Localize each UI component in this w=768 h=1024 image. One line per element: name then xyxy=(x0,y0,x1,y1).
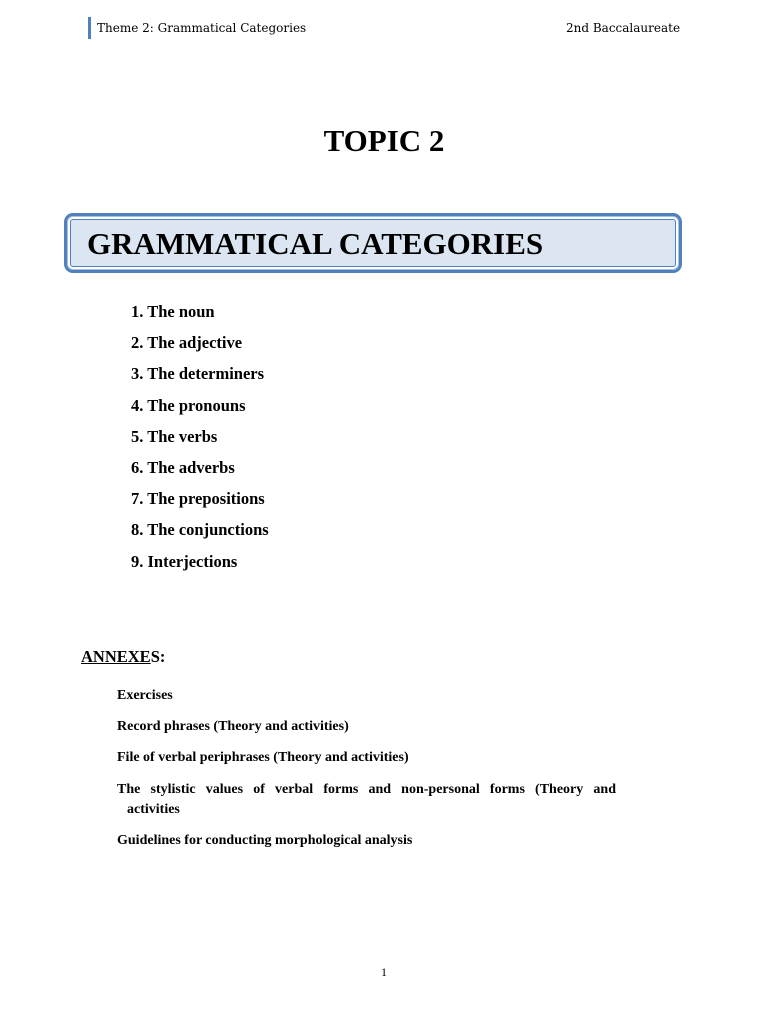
annex-item-text: Guidelines for conducting morphological analysis xyxy=(117,833,413,848)
annex-item-text: Exercises xyxy=(117,688,173,703)
header-theme-title: Theme 2: Grammatical Categories xyxy=(97,21,307,35)
annex-item-text: File of verbal periphrases (Theory and activities) xyxy=(117,750,409,765)
toc-item: 4. The pronouns xyxy=(131,395,246,415)
toc-item: 2. The adjective xyxy=(131,333,243,353)
toc-item: 9. Interjections xyxy=(131,551,238,571)
category-title-box xyxy=(64,213,682,273)
annexes-heading-rest: S: xyxy=(150,647,166,666)
toc-item: 1. The noun xyxy=(131,302,215,321)
header-course-level: 2nd Baccalaureate xyxy=(566,21,681,35)
annex-item xyxy=(105,686,616,706)
toc-item: 6. The adverbs xyxy=(131,457,235,477)
header-accent-bar xyxy=(88,17,91,39)
toc-item: 3. The determiners xyxy=(131,364,265,384)
annex-item-text-continued: activities xyxy=(127,802,180,817)
toc-item: 7. The prepositions xyxy=(131,489,265,509)
table-of-contents xyxy=(131,299,269,580)
annex-item xyxy=(105,780,616,820)
annex-item xyxy=(105,717,616,737)
category-title: GRAMMATICAL CATEGORIES xyxy=(87,226,544,261)
annex-item-text: Record phrases (Theory and activities) xyxy=(117,719,349,734)
annexes-heading-underlined: ANNEXE xyxy=(81,647,151,666)
topic-heading: TOPIC 2 xyxy=(323,123,445,158)
annexes-list xyxy=(105,686,616,851)
annex-item xyxy=(105,831,616,851)
annex-item-text: The stylistic values of verbal forms and non-personal forms (Theory and xyxy=(117,782,616,797)
annex-item xyxy=(105,748,616,768)
toc-item: 8. The conjunctions xyxy=(131,520,269,540)
toc-item: 5. The verbs xyxy=(131,426,218,446)
annexes-heading xyxy=(81,647,165,667)
page-number: 1 xyxy=(381,965,387,979)
